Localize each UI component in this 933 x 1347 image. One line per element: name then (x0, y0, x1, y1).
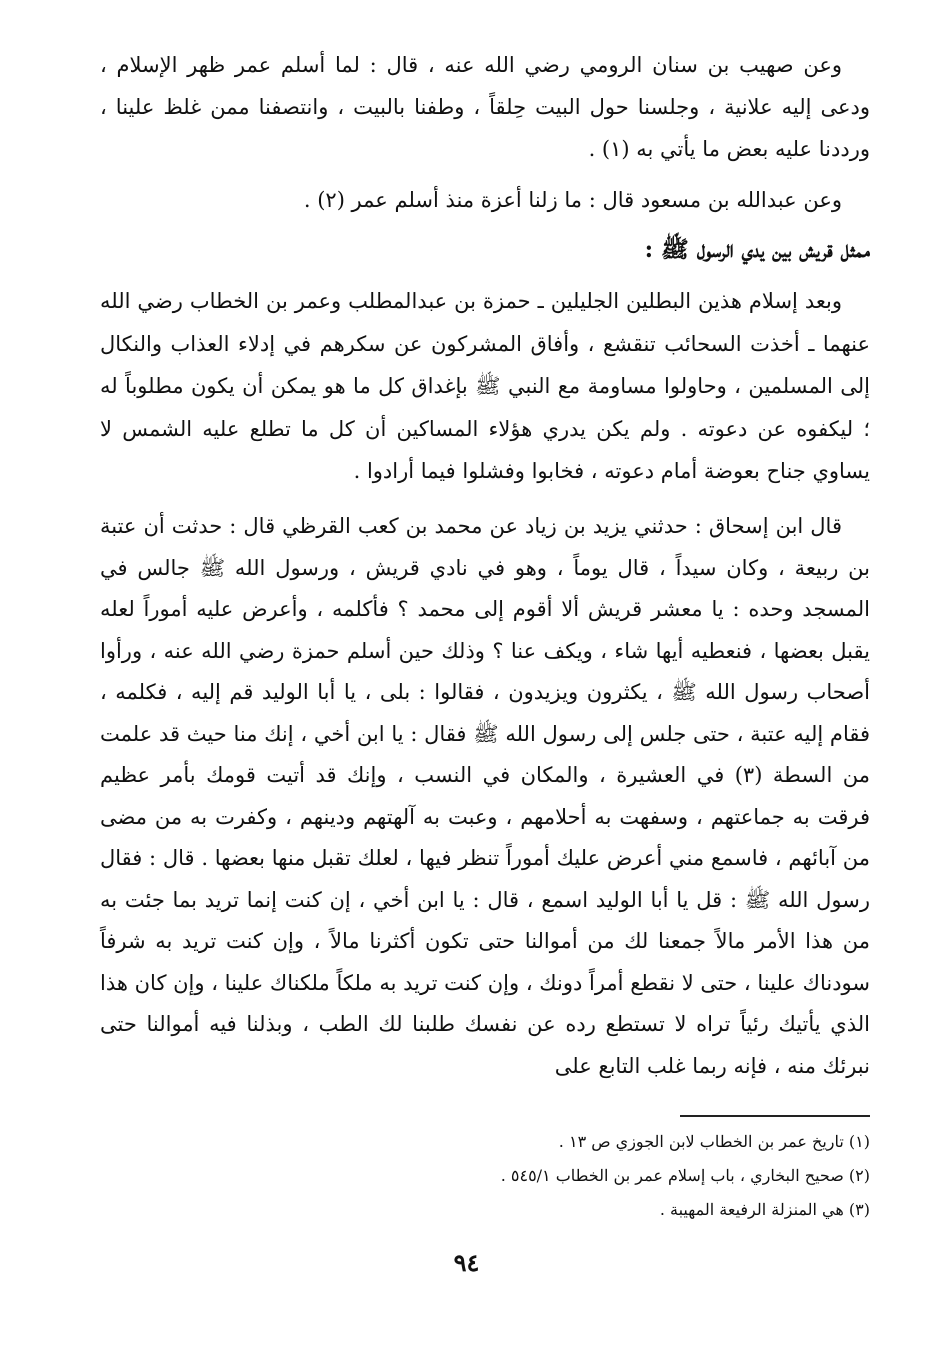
footnotes (100, 1125, 870, 1227)
footnote-2: (٢) صحيح البخاري ، باب إسلام عمر بن الخطاب ٥٤٥/١ . (500, 1166, 870, 1185)
paragraph-ibn-ishaq-narration: قال ابن إسحاق : حدثني يزيد بن زياد عن محمد بن كعب القرظي قال : حدثت أن عتبة بن ربيعة ، وكان سيداً ، قال يوماً ، وهو في نادي قريش ، ورسول الله ﷺ جالس في المسجد وحده : يا معشر قريش ألا أقوم إلى محمد ؟ فأكلمه ، وأعرض عليه أموراً لعله يقبل بعضها ، فنعطيه أيها شاء ، ويكف عنا ؟ وذلك حين أسلم حمزة رضي الله عنه ، ورأوا أصحاب رسول الله ﷺ ، يكثرون ويزيدون ، فقالوا : بلى ، يا أبا الوليد قم إليه ، فكلمه ، فقام إليه عتبة ، حتى جلس إلى رسول الله ﷺ فقال : يا ابن أخي ، إنك منا حيث قد علمت من السطة (٣) في العشيرة ، والمكان في النسب ، وإنك قد أتيت قومك بأمر عظيم فرقت به جماعتهم ، وسفهت به أحلامهم ، وعبت به آلهتهم ودينهم ، وكفرت به من مضى من آبائهم ، فاسمع مني أعرض عليك أموراً تنظر فيها ، لعلك تقبل منها بعضها . قال : فقال رسول الله ﷺ : قل يا أبا الوليد اسمع ، قال : يا ابن أخي ، إن كنت إنما تريد بما جئت به من هذا الأمر مالاً جمعنا لك من أموالنا حتى تكون أكثرنا مالاً ، وإن كنت تريد به شرفاً سودناك علينا ، حتى لا نقطع أمراً دونك ، وإن كنت تريد به ملكاً ملكناك علينا ، وإن كان هذا الذي يأتيك رئياً تراه لا تستطع رده عن نفسك طلبنا لك الطب ، وبذلنا فيه أموالنا حتى نبرئك منه ، فإنه ربما غلب التابع على (100, 514, 870, 1078)
page-number: ٩٤ (453, 1248, 480, 1277)
paragraph-suhaib-narration: وعن صهيب بن سنان الرومي رضي الله عنه ، قال : لما أسلم عمر ظهر الإسلام ، ودعى إليه علانية ، وجلسنا حول البيت حِلقاً ، وطفنا بالبيت ، وانتصفنا ممن غلظ علينا ، ورددنا عليه بعض ما يأتي به (١) . (100, 53, 870, 161)
footnote-1: (١) تاريخ عمر بن الخطاب لابن الجوزي ص ١٣ . (558, 1132, 870, 1151)
paragraph-ibn-masud-narration: وعن عبدالله بن مسعود قال : ما زلنا أعزة منذ أسلم عمر (٢) . (303, 188, 842, 212)
footnote-3: (٣) هي المنزلة الرفيعة المهيبة . (659, 1200, 870, 1219)
footnote-divider (680, 1115, 870, 1117)
paragraph-after-conversion: وبعد إسلام هذين البطلين الجليلين ـ حمزة بن عبدالمطلب وعمر بن الخطاب رضي الله عنهما ـ أخذت السحائب تنقشع ، وأفاق المشركون عن سكرهم في إدلاء العذاب والنكال إلى المسلمين ، وحاولوا مساومة مع النبي ﷺ بإغداق كل ما هو يمكن أن يكون مطلوباً له ؛ ليكفوه عن دعوته . ولم يكن يدري هؤلاء المساكين أن كل ما تطلع عليه الشمس لا يساوي جناح بعوضة أمام دعوته ، فخابوا وفشلوا فيما أرادوا . (100, 289, 870, 483)
section-heading: ممثل قريش بين يدي الرسول ﷺ : (644, 236, 870, 263)
